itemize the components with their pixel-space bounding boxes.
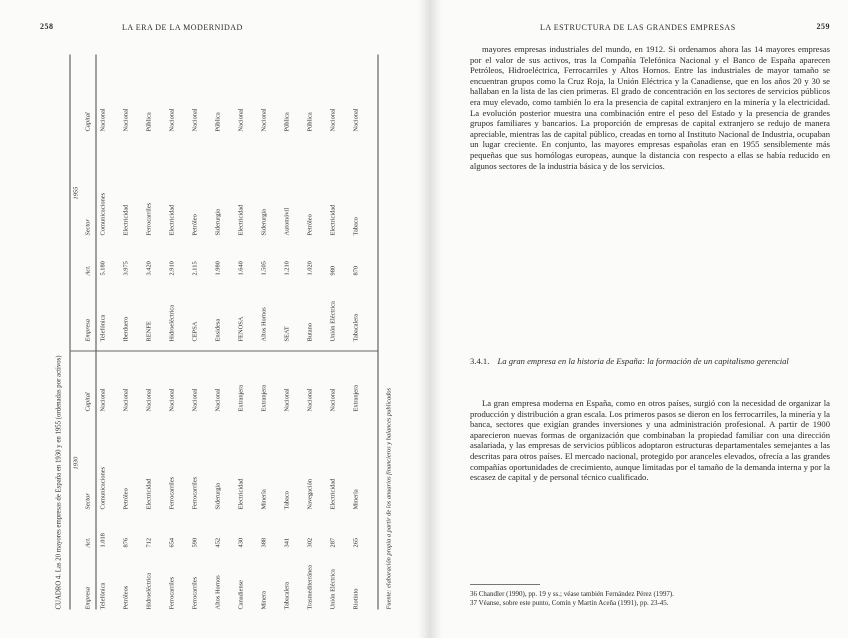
table-row	[353, 55, 376, 610]
table-cell: Nacional	[352, 108, 360, 132]
table-cell: Tabaco	[352, 217, 360, 236]
left-page	[0, 0, 420, 638]
right-running-title: LA ESTRUCTURA DE LAS GRANDES EMPRESAS	[540, 23, 736, 32]
table-cell: Hidroeléctrica	[168, 304, 176, 342]
group-label-left: 1930	[72, 456, 80, 470]
table-row	[307, 55, 330, 610]
table-cell: Nacional	[145, 388, 153, 412]
table-row	[169, 55, 192, 610]
paragraph-text: mayores empresas industriales del mundo, en 1912. Si ordenamos ahora las 14 mayores empresas por el valor de sus activos, tras la Compañía Telefónica Nacional y el Banco de España aparecen Petróleos, Hidroeléctrica, Ferrocarriles y Altos Hornos. Entre las industriales de mayor tamaño se encuentran grupos como la Cruz Roja, la Unión Eléctrica y la Canadiense, que en los años 20 y 30 se hallaban en la lista de las cien primeras. El grado de concentración en los sectores de servicios públicos era muy elevado, como también lo era la presencia de capital extranjero en la minería y la electricidad. La evolución posterior muestra una combinación entre el peso del Estado y la presencia de grandes grupos familiares y bancarios. La proporción de empresas de capital extranjero se redujo de manera apreciable, mientras las de capital público, creadas en torno al Instituto Nacional de Industria, ocupaban un lugar creciente. En conjunto, las mayores empresas españolas eran en 1955 sensiblemente más pequeñas que sus homólogas europeas, aunque la distancia con respecto a ellas se había reducido en algunos sectores de la industria básica y de los servicios.	[470, 44, 830, 171]
paragraph-text: La gran empresa moderna en España, como en otros países, surgió con la necesidad de organizar la producción y distribución a gran escala. Los primeros pasos se dieron en los ferrocarriles, la minería y la banca, sectores que exigían grandes inversiones y una administración profesional. A partir de 1900 aparecieron nuevas formas de organización que combinaban la propiedad familiar con una dirección asalariada, y las empresas de servicios públicos adoptaron estructuras departamentales semejantes a las descritas para otros países. El mercado nacional, protegido por aranceles elevados, ofrecía a las grandes compañías oportunidades de crecimiento, aunque limitadas por el tamaño de la demanda interna y por la escasez de capital y de personal técnico cualificado.	[470, 398, 830, 483]
table-cell: Extranjera	[352, 384, 360, 412]
section-number: 3.4.1.	[470, 356, 490, 366]
table-cell: Nacional	[329, 388, 337, 412]
table-cell: Trasmediterránea	[306, 565, 314, 610]
table-cell: Nacional	[329, 108, 337, 132]
table-cell: Unión Eléctrica	[329, 301, 337, 342]
table-cell: Hidroeléctrica	[145, 572, 153, 610]
table-row	[100, 55, 123, 610]
table-cell: Petróleos	[122, 585, 130, 610]
table-cell: Nacional	[214, 388, 222, 412]
table-cell: Nacional	[191, 388, 199, 412]
table-cell: Nacional	[283, 388, 291, 412]
table-source: Fuente: elaboración propia a partir de los anuarios financieros y balances publicados	[385, 387, 393, 610]
right-running-head	[470, 22, 830, 36]
table-cell: 452	[214, 537, 222, 548]
table-cell: 3.420	[145, 261, 153, 276]
table-cell: Petróleo	[191, 214, 199, 236]
table-cell: Navegación	[306, 478, 314, 510]
table-cell: 1.020	[306, 261, 314, 276]
table-cell: Nacional	[306, 388, 314, 412]
body-paragraph-1	[470, 44, 830, 171]
table-cell: 654	[168, 537, 176, 548]
table-cell: 870	[352, 265, 360, 276]
table-row	[192, 55, 215, 610]
table-cell: 1.505	[260, 261, 268, 276]
table-cell: 3.975	[122, 261, 130, 276]
col-header: Empresa	[84, 587, 92, 610]
table-cell: SEAT	[283, 326, 291, 342]
footnote: 37 Véanse, sobre este punto, Comín y Martín Aceña (1991), pp. 23-45.	[470, 599, 669, 607]
table-cell: Electricidad	[329, 204, 337, 236]
right-page-number: 259	[816, 22, 830, 31]
table-cell: Ferrocarriles	[145, 202, 153, 236]
table-cell: Nacional	[168, 108, 176, 132]
table-cell: Canadiense	[237, 580, 245, 610]
table-cell: Nacional	[122, 388, 130, 412]
table-cell: Telefónica	[99, 314, 107, 342]
table-cell: Riotinto	[352, 588, 360, 610]
table-cell: RENFE	[145, 321, 153, 342]
table-cell: Comunicaciones	[99, 192, 107, 236]
table-cell: 1.018	[99, 533, 107, 548]
table-cell: Ferrocarriles	[168, 476, 176, 510]
left-running-title: LA ERA DE LA MODERNIDAD	[122, 23, 243, 32]
col-header: Capital	[84, 112, 92, 132]
footnotes	[470, 590, 830, 608]
body-paragraph-2	[470, 398, 830, 483]
table-cell: 5.180	[99, 261, 107, 276]
table-cell: 302	[306, 537, 314, 548]
table-cell: Petróleo	[122, 488, 130, 510]
table-cell: Nacional	[237, 108, 245, 132]
table-cell: Nacional	[99, 388, 107, 412]
table-cell: Siderurgia	[260, 208, 268, 236]
footnote-rule	[470, 584, 540, 585]
table-cell: 388	[260, 537, 268, 548]
left-running-head	[40, 22, 400, 36]
table-cell: 265	[352, 537, 360, 548]
table-cell: 876	[122, 537, 130, 548]
col-header: Capital	[84, 392, 92, 412]
table-cell: Unión Eléctrica	[329, 569, 337, 610]
table-cell: Ferrocarriles	[191, 576, 199, 610]
table-row	[123, 55, 146, 610]
table-cell: 1.640	[237, 261, 245, 276]
table-row	[238, 55, 261, 610]
table-cell: Telefónica	[99, 582, 107, 610]
table-cell: Butano	[306, 323, 314, 342]
table-cell: Altos Hornos	[260, 307, 268, 342]
table-cell: Minera	[260, 591, 268, 610]
table-cell: Electricidad	[237, 478, 245, 510]
table-cell: Pública	[283, 112, 291, 132]
table-cell: Electricidad	[168, 204, 176, 236]
table-cell: Minería	[260, 489, 268, 510]
table-cell: Electricidad	[145, 478, 153, 510]
table-body	[100, 55, 379, 610]
table-cell: Altos Hornos	[214, 575, 222, 610]
table-cell: Automóvil	[283, 207, 291, 236]
col-header: Act.	[84, 265, 92, 276]
table-cell: Tabaco	[283, 491, 291, 510]
table-column-header	[82, 55, 97, 610]
table-cell: 1.210	[283, 261, 291, 276]
table-cell: Electricidad	[237, 204, 245, 236]
left-page-number: 258	[40, 22, 54, 31]
table-cell: 341	[283, 537, 291, 548]
table-cell: Siderurgia	[214, 208, 222, 236]
table-cell: Ferrocarriles	[168, 576, 176, 610]
group-label-right: 1955	[72, 186, 80, 200]
table-cell: Pública	[145, 112, 153, 132]
rotated-table	[56, 55, 406, 610]
table-cell: Nacional	[260, 108, 268, 132]
table-cell: Pública	[214, 112, 222, 132]
table-cell: 590	[191, 537, 199, 548]
table-cell: CEPSA	[191, 321, 199, 342]
table-cell: Nacional	[168, 388, 176, 412]
section-heading	[470, 356, 830, 367]
table-cell: Tabacalera	[352, 313, 360, 342]
table-cell: 980	[329, 265, 337, 276]
col-header: Empresa	[84, 319, 92, 342]
footnote: 36 Chandler (1990), pp. 19 y ss.; véase también Fernández Pérez (1997).	[470, 590, 674, 598]
col-header: Sector	[84, 219, 92, 236]
table-cell: Electricidad	[329, 478, 337, 510]
table-cell: Pública	[306, 112, 314, 132]
table-row	[330, 55, 353, 610]
table-cell: 2.910	[168, 261, 176, 276]
table-cell: FENOSA	[237, 316, 245, 342]
table-caption: CUADRO 4. Las 20 mayores empresas de España en 1930 y en 1955 (ordenadas por activos)	[55, 355, 63, 610]
col-header: Sector	[84, 493, 92, 510]
table-cell: 1.980	[214, 261, 222, 276]
section-title: La gran empresa en la historia de España: la formación de un capitalismo gerencial	[497, 356, 789, 366]
table-cell: Siderurgia	[214, 482, 222, 510]
table-cell: Petróleo	[306, 214, 314, 236]
book-gutter	[418, 0, 442, 638]
table-cell: Ferrocarriles	[191, 476, 199, 510]
table-row	[261, 55, 284, 610]
table-cell: 2.115	[191, 261, 199, 276]
table-cell: Iberduero	[122, 316, 130, 342]
table-row	[146, 55, 169, 610]
table-cell: 287	[329, 537, 337, 548]
table-cell: 430	[237, 537, 245, 548]
table-cell: Extranjera	[237, 384, 245, 412]
table-cell: Comunicaciones	[99, 466, 107, 510]
table-cell: 712	[145, 537, 153, 548]
table-cell: Tabacalera	[283, 581, 291, 610]
table-cell: Extranjera	[260, 384, 268, 412]
table-cell: Ensidesa	[214, 318, 222, 342]
col-header: Act.	[84, 537, 92, 548]
table-row	[284, 55, 307, 610]
table-cell: Nacional	[122, 108, 130, 132]
table-row	[215, 55, 238, 610]
right-page	[440, 0, 848, 638]
table-cell: Nacional	[191, 108, 199, 132]
table-cell: Electricidad	[122, 204, 130, 236]
table-cell: Minería	[352, 489, 360, 510]
table-cell: Nacional	[99, 108, 107, 132]
